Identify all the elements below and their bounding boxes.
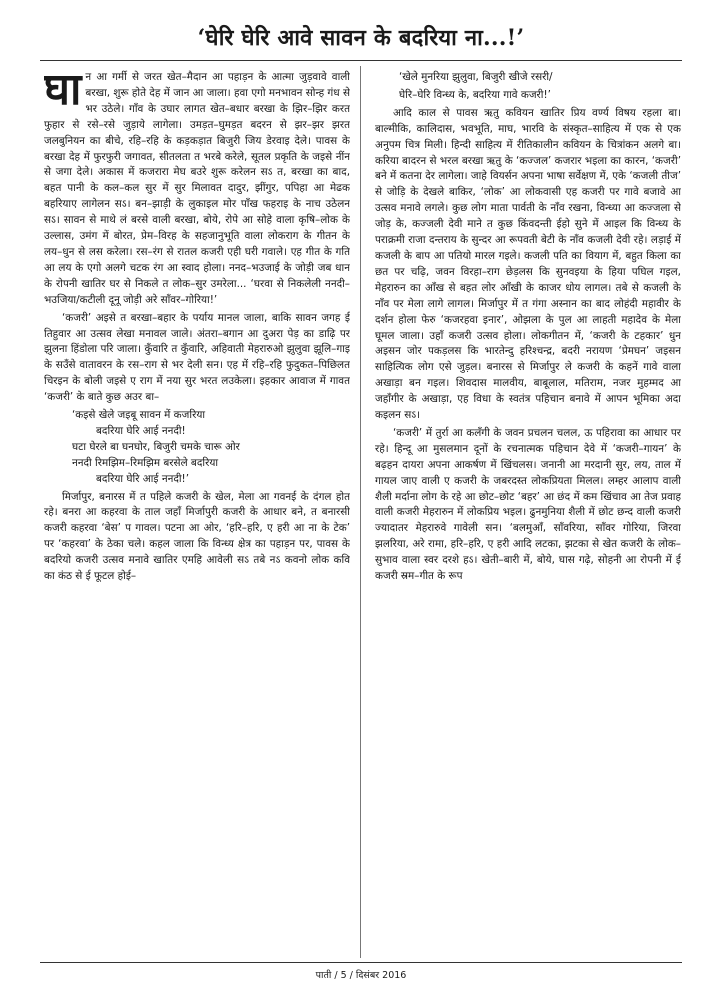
right-verse-line: घेरि–घेरि विन्ध्य के, बदरिया गावे कजरी!’	[399, 88, 551, 101]
left-paragraph-1	[44, 70, 350, 309]
verse-line: बदरिया घेरि आई ननदी!	[96, 424, 186, 437]
verse-line: बदरिया घेरि आई ननदी!’	[96, 472, 190, 485]
right-column	[375, 70, 681, 956]
page-footer: पाती / 5 / दिसंबर 2016	[315, 970, 407, 981]
footer-divider	[40, 962, 682, 963]
left-paragraph-3: मिर्जापुर, बनारस में त पहिले कजरी के खेल, मेला आ गवनई के दंगल होत रहे। बनरा आ कहरवा के ताल जहाँ मिर्जापुरी कजरी के आधार बने, त बनारसी कजरी कहरवा ‘बेस’ प गावल। पटना आ ओर, ‘हरि–हरि, ए हरी आ ना के टेक’ पर ‘कहरवा’ के ठेका चले। कहल जाला कि विन्ध्य क्षेत्र का पहाड़न पर, पावस के बदरियो कजरी उत्सव मनावे खातिर एमहि आवेली सऽ तबे नऽ कवनो लोक कवि का कंठ से ई फूटल होई–	[44, 490, 350, 583]
left-paragraph-2: ‘कजरी’ अइसे त बरखा–बहार के पर्याय मानल जाला, बाकि सावन जगह ई तिहुवार आ उत्सव लेखा मनावल जाले। अंतरा–बगान आ दुअरा पेड़ का डाढ़ि पर झुलना हिंडोला परि जाला। कुँवारि त कुँवारि, अहिवाती मेहरारुओ झुलुवा झूलि–गाइ के सउँसे वातावरन के रस–राग से भर देली सन। एह में रहि–रहि फुदुकत–पिछिलत चिरइन के बोली जइसे ए राग में नया सुर भरत लउकेला। इहकार आवाज में गावत ‘कजरी’ के बाते कुछ अउर बा–	[44, 311, 350, 404]
right-paragraph-1: आदि काल से पावस ऋतु कवियन खातिर प्रिय वर्ण्य विषय रहला बा। बाल्मीकि, कालिदास, भवभूति, माघ, भारवि के संस्कृत–साहित्य में एक से एक अनुपम चित्र मिली। हिन्दी साहित्य में रीतिकालीन कवियन के चित्रांकन अलगे बा। करिया बादरन से भरल बरखा ऋतु के ‘कज्जल’ कजरार भइला का कारन, ‘कजरी’ बने में कतना देर लागेला। जाहे वियर्सन अपना भाषा सर्वेक्षण में, एके ‘कजली तीज’ से जोड़ि के देखले बाकिर, ‘लोक’ आ लोकवासी एह कजरी पर गावे बजावे आ उत्सव मनावे लगले। कुछ लोग माता पार्वती के नाँव रखना, विन्ध्या आ कज्जला से जोड़ के, कज्जली देवी माने त कुछ किंवदन्ती ईहो सुने में आइल कि विन्ध्य के पराक्रमी राजा दन्तराय के सुन्दर आ रूपवती बेटी के नाँव कजली देवी रहे। लड़ाई में कजली के बाप आ पतियो मारल गइले। कजली पति का वियाग में, बहुत किला का छत पर चढ़ि, जवन विरहा–राग छेड़लस कि सुनवइया के हिया पघिल गइल, मेहरारुन का आँख से बहत लोर आँखी के काजर धोय लागल। तबे से कजली के नाँव पर मेला लागे लागल। मिर्जापुर में त गंगा अस्नान का बाद लोहंदी महावीर के दर्शन होला फेरु ‘कजरहवा इनार’, ओझला के पुल आ लाहती महादेव के मेला घूमल जाला। उहाँ कजरी उत्सव होला। लोकगीतन में, ‘कजरी के टहकार’ धुन अइसन जोर पकड़लस कि भारतेन्दु हरिश्चन्द्र, बदरी नरायण ‘प्रेमघन’ जइसन साहित्यिक लोग एसे जुड़ल। बनारस से मिर्जापुर ले कजरी के कहनें गावे वाला अखाड़ा बन गइल। शिवदास मालवीय, बाबूलाल, मतिराम, नजर मुहम्मद आ जहाँगीर के अखाड़ा, एह विधा के स्वतंत्र पहिचान बनावे में आपन भूमिका अदा कइलन सऽ।	[375, 106, 681, 422]
right-verse-line: ‘खेले मुनरिया झुलुवा, बिजुरी खीजे रसरी/	[399, 71, 553, 83]
left-paragraph-1-text: न आ गर्मी से जरत खेत–मैदान आ पहाड़न के आत्मा जुड़वावे वाली बरखा, शुरू होते देह में जान आ जाला। हवा एगो मनभावन सोन्ह गंध से भर उठेले। गाँव के उघार लागत खेत–बधार बरखा के झिर–झिर करत फुहार से रसे–रसे जुड़ाये लागेला। उमड़त–घुमड़त बदरन से झर–झर झरत जलबुनियन का बीचे, रहि–रहि के कड़कड़ात बिजुरी जिय डेरवाइ देले। पावस के बरखा देह में फुरफुरी जगावत, सीतलता त भरबे करेले, सूतल प्रकृति के जइसे नींन से जगा देले। अकास में कजरारा मेघ बउरे शुरू करेलन सऽ त, बरखा का बाद, बहत पानी के कल–कल सुर में सुर मिलावत दादुर, झींगुर, पपिहा आ मेढक बहरियाए लागेलन सऽ। बन–झाड़ी के लुकाइल मोर पाँख फहराइ के नाच उठेलन सऽ। सावन से माथे लं बरसे वाली बरखा, बोये, रोपे आ सोहे वाला कृषि–लोक के उल्लास, उमंग में बोरत, प्रेम–विरह के सहजानुभूति वाला लोकराग के गीतन के लय–धुन से लस करेला। रस–रंग से रातल कजरी एही घरी गवाले। एह गीत के गति आ लय के एगो अलगे चटक रंग आ स्वाद होला। ननद–भउजाई के जोड़ी जब धान के रोपनी खातिर घर से निकले त लोक–सुर उमरेला... ‘घरवा से निकलेली ननदी–भउजिया/कटीली दूनू जोड़ी अरे साँवर–गोरिया!’	[44, 71, 350, 306]
header-divider	[40, 60, 682, 61]
verse-line: घटा घेरले बा घनघोर, बिजुरी चमके चारू ओर	[72, 440, 240, 453]
verse-line: ननदी रिमझिम–रिमझिम बरसेले बदरिया	[72, 456, 219, 469]
page-title: ‘घेरि घेरि आवे सावन के बदरिया ना...!’	[197, 25, 525, 51]
right-paragraph-2: ‘कजरी’ में तुर्रा आ कलँगी के जवन प्रचलन चलल, ऊ पहिरावा का आधार पर रहे। हिन्दू आ मुसलमान दूनों के रचनात्मक पहिचान देवे में ‘कजरी–गायन’ के बढ़हन दायरा अपना आकर्षण में खिंचलस। जनानी आ मरदानी सुर, लय, ताल में गायल जाए वाली ए कजरी के जबरदस्त लोकप्रियता मिलल। लम्हर आलाप वाली शैली मर्दाना लोग के रहे आ छोट–छोट ‘बहर’ आ छंद में कम खिंचाव आ तेज प्रवाह वाली कजरी मेहरारुन में लोकप्रिय भइल। ढुनमुनिया शैली में छोट छन्द वाली कजरी ज्यादातर मेहरारुवे गावेली सन। ‘बलमुआँ, साँवरिया, साँवर गोरिया, जिरवा झलरिया, अरे रामा, हरि–हरि, ए हरी आदि लटका, झटका से खेत कजरी के लोक–सुभाव वाला स्वर दरशे हऽ। खेती–बारी में, बोये, घास गढ़े, सोहनी आ रोपनी में ई कजरी स्रम–गीत के रूप	[375, 426, 681, 583]
verse-line: ‘कइसे खेले जइबू सावन में कजरिया	[72, 409, 206, 422]
left-column	[44, 70, 350, 956]
verse-block	[44, 408, 350, 488]
drop-cap: घा	[44, 70, 82, 115]
column-divider	[360, 66, 361, 958]
